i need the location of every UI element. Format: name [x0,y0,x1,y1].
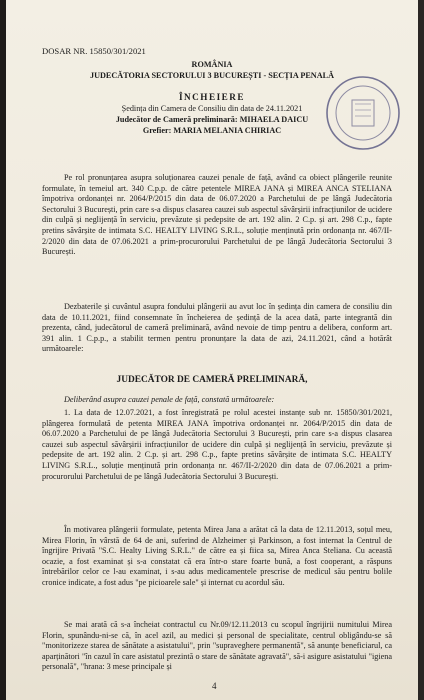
intro-paragraph-1: Pe rol pronunțarea asupra soluționarea cauzei penale de față, având ca obiect plângerile reunite formulate, în temeiul art. 340 C.p.p. de către petentele MIREA JANA și MIREA ANCA STELIANA împotriva ordonanței nr. 2064/P/2015 din data de 06.07.2020 a Parchetului de pe lângă Judecătoria Sectorului 3 București, prin care s-a dispus clasarea cauzei sub aspectul săvârșirii infracțiunilor de ucidere din culpă și neglijență în serviciu, prevăzute și pedepsite de art. 192 alin. 2 C.p. și art. 298 C.p., fapte pretins săvârșite de intimata S.C. HEALTY LIVING S.R.L., soluție menținută prin ordonanța nr. 467/II-2/2020 din data de 07.06.2021 a prim-procurorului Parchetului de pe lângă Judecătoria Sectorului 3 București. [42,173,392,257]
document-page [6,0,418,700]
court-heading: JUDECĂTORIA SECTORULUI 3 BUCUREȘTI - SECȚIA PENALĂ [89,71,334,80]
clerk-name: MARIA MELANIA CHIRIAC [173,126,282,135]
body-paragraph-1: 1. La data de 12.07.2021, a fost înregistrată pe rolul acestei instanțe sub nr. 15850/301/2021, plângerea formulată de petenta MIREA JANA împotriva ordonanței nr. 2064/P/2015 din data de 06.07.2020 a Parchetului de pe lângă Judecătoria Sectorului 3 București, prin care s-a dispus clasarea cauzei sub aspectul săvârșirii infracțiunilor de ucidere din culpă și neglijență în serviciu, prevăzute și pedepsite de art. 192 alin. 2 C.p. și art. 298 C.p., fapte pretins săvârșite de intimata S.C. HEALTY LIVING S.R.L., soluție menținută prin ordonanța nr. 467/II-2/2020 din data de 07.06.2021 a prim-procurorului Parchetului de pe lângă Judecătoria Sectorului 3 București. [42,408,392,481]
clerk-label: Grefier: [142,126,172,135]
body-paragraph-3: Se mai arată că s-a încheiat contractul cu Nr.09/12.11.2013 cu scopul îngrijirii numitului Mirea Florin, spunându-ni-se că, în acel azil, au medici și personal de specialitate, centrul obligându-se să "monitorizeze starea de sănătate a asistatului", prin "supraveghere permanentă", să anunțe beneficiarul, ca aparținători "în cazul în care asistatul prezintă o stare de sănătate agravată", să-i asigure asistatului "igiena personală", "hrana: 3 mese principale și [42,620,392,672]
judge-name: MIHAELA DAICU [239,115,309,124]
intro-paragraph-2: Dezbaterile și cuvântul asupra fondului plângerii au avut loc în ședința din camera de consiliu din data de 10.11.2021, fiind consemnate în încheierea de ședință de la acea dată, parte integrantă din prezenta, când, judecătorul de cameră preliminară, având nevoie de timp pentru a delibera, conform art. 391 alin. 1 C.p.p., a stabilit termen pentru pronunțare la data de azi, 24.11.2021, când a hotărât următoarele: [42,302,392,354]
body-paragraph-2: În motivarea plângerii formulate, petenta Mirea Jana a arătat că la data de 12.11.2013, soțul meu, Mirea Florin, în vârstă de 64 de ani, suferind de Alzheimer și Parkinson, a fost internat la Centrul de îngrijire Privată "S.C. Healty Living S.R.L." de către ea și fiica sa, Mirea Anca Steliana. Cu această ocazie, a fost examinat și s-a constatat că era într-o stare foarte bună, a fost cooperant, a răspuns întrebărilor celor ce l-au examinat, i s-au adus medicamentele prescrise de medicul său pentru bolile cronice indicate, a fost adus "pe picioarele sale" și internat cu acordul său. [42,525,392,587]
section-heading: JUDECĂTOR DE CAMERĂ PRELIMINARĂ, [116,375,308,385]
case-number: DOSAR NR. 15850/301/2021 [42,46,146,56]
session-line: Ședința din Camera de Consiliu din data de 24.11.2021 [121,104,303,113]
document-title: ÎNCHEIERE [178,92,246,102]
deliberation-line: Deliberând asupra cauzei penale de față, constată următoarele: [64,395,275,404]
judge-label: Judecător de Cameră preliminară: [115,115,238,124]
court-stamp [324,74,402,152]
country-heading: ROMÂNIA [191,60,233,69]
page-number: 4 [212,681,217,691]
